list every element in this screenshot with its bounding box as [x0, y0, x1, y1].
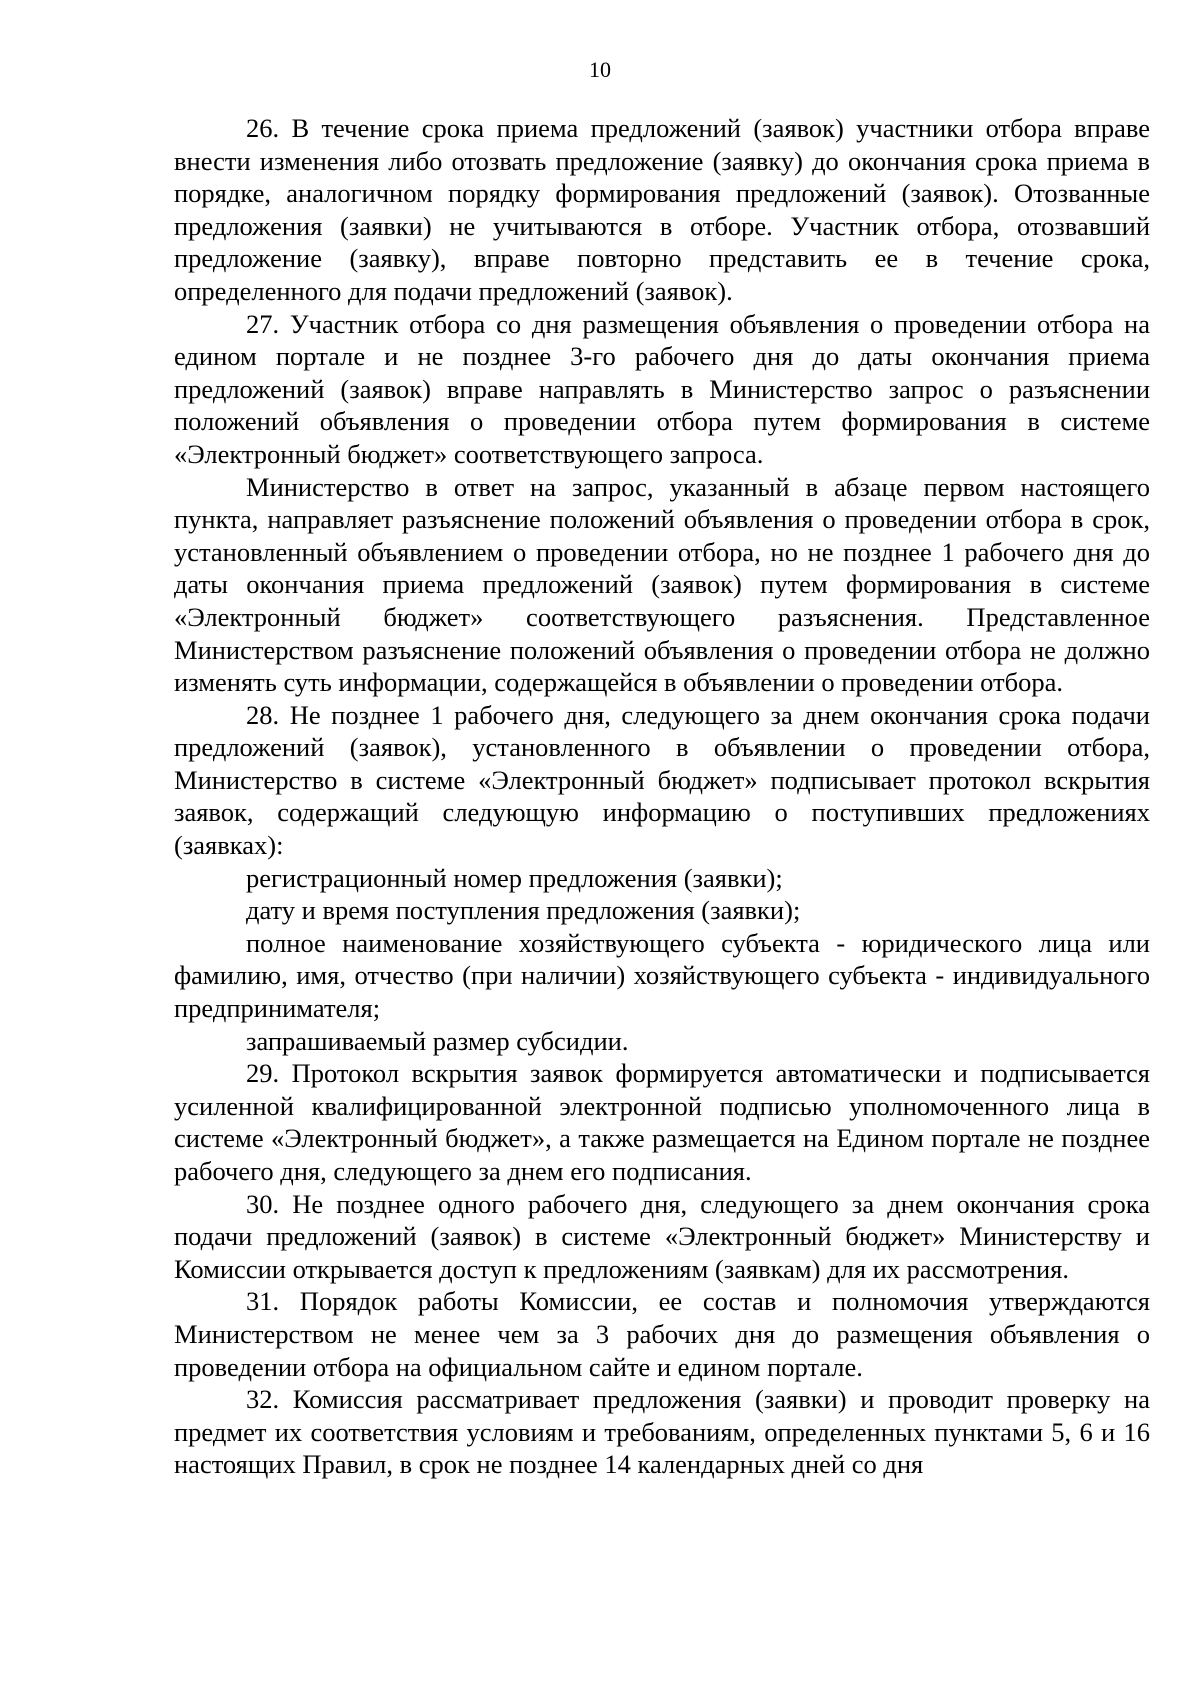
paragraph-31: 31. Порядок работы Комиссии, ее состав и полномочия утверждаются Министерством не менее чем за 3 рабочих дня до размещения объявления о проведении отбора на официальном сайте и едином портале.	[174, 1286, 1150, 1382]
paragraph-28: 28. Не позднее 1 рабочего дня, следующего за днем окончания срока подачи предложений (заявок), установленного в объявлении о проведении отбора, Министерство в системе «Электронный бюджет» подписывает протокол вскрытия заявок, содержащий следующую информацию о поступивших предложениях (заявках):	[174, 699, 1150, 861]
list-item-registration-number: регистрационный номер предложения (заявки);	[246, 862, 783, 893]
paragraph-26: 26. В течение срока приема предложений (заявок) участники отбора вправе внести изменения либо отозвать предложение (заявку) до окончания срока приема в порядке, аналогичном порядку формирования предложений (заявок). Отозванные предложения (заявки) не учитываются в отборе. Участник отбора, отозвавший предложение (заявку), вправе повторно представить ее в течение срока, определенного для подачи предложений (заявок).	[174, 113, 1150, 306]
list-item-date-time: дату и время поступления предложения (заявки);	[246, 895, 801, 926]
paragraph-30: 30. Не позднее одного рабочего дня, следующего за днем окончания срока подачи предложений (заявок) в системе «Электронный бюджет» Министерству и Комиссии открывается доступ к предложениям (заявкам) для их рассмотрения.	[174, 1188, 1150, 1284]
page-number: 10	[589, 57, 611, 82]
paragraph-29: 29. Протокол вскрытия заявок формируется автоматически и подписывается усиленной квалифицированной электронной подписью уполномоченного лица в системе «Электронный бюджет», а также размещается на Едином портале не позднее рабочего дня, следующего за днем его подписания.	[174, 1058, 1150, 1186]
paragraph-27-ministry-response: Министерство в ответ на запрос, указанный в абзаце первом настоящего пункта, направляет разъяснение положений объявления о проведении отбора в срок, установленный объявлением о проведении отбора, но не позднее 1 рабочего дня до даты окончания приема предложений (заявок) путем формирования в системе «Электронный бюджет» соответствующего разъяснения. Представленное Министерством разъяснение положений объявления о проведении отбора не должно изменять суть информации, содержащейся в объявлении о проведении отбора.	[174, 471, 1150, 698]
paragraph-27: 27. Участник отбора со дня размещения объявления о проведении отбора на едином портале и не позднее 3-го рабочего дня до даты окончания приема предложений (заявок) вправе направлять в Министерство запрос о разъяснении положений объявления о проведении отбора путем формирования в системе «Электронный бюджет» соответствующего запроса.	[174, 308, 1150, 469]
paragraph-32: 32. Комиссия рассматривает предложения (заявки) и проводит проверку на предмет их соответствия условиям и требованиям, определенных пунктами 5, 6 и 16 настоящих Правил, в срок не позднее 14 календарных дней со дня	[174, 1384, 1150, 1480]
document-body	[174, 112, 1150, 1481]
list-item-full-name: полное наименование хозяйствующего субъекта - юридического лица или фамилию, имя, отчество (при наличии) хозяйствующего субъекта - индивидуального предпринимателя;	[174, 927, 1150, 1024]
list-item-subsidy-amount: запрашиваемый размер субсидии.	[246, 1025, 629, 1056]
